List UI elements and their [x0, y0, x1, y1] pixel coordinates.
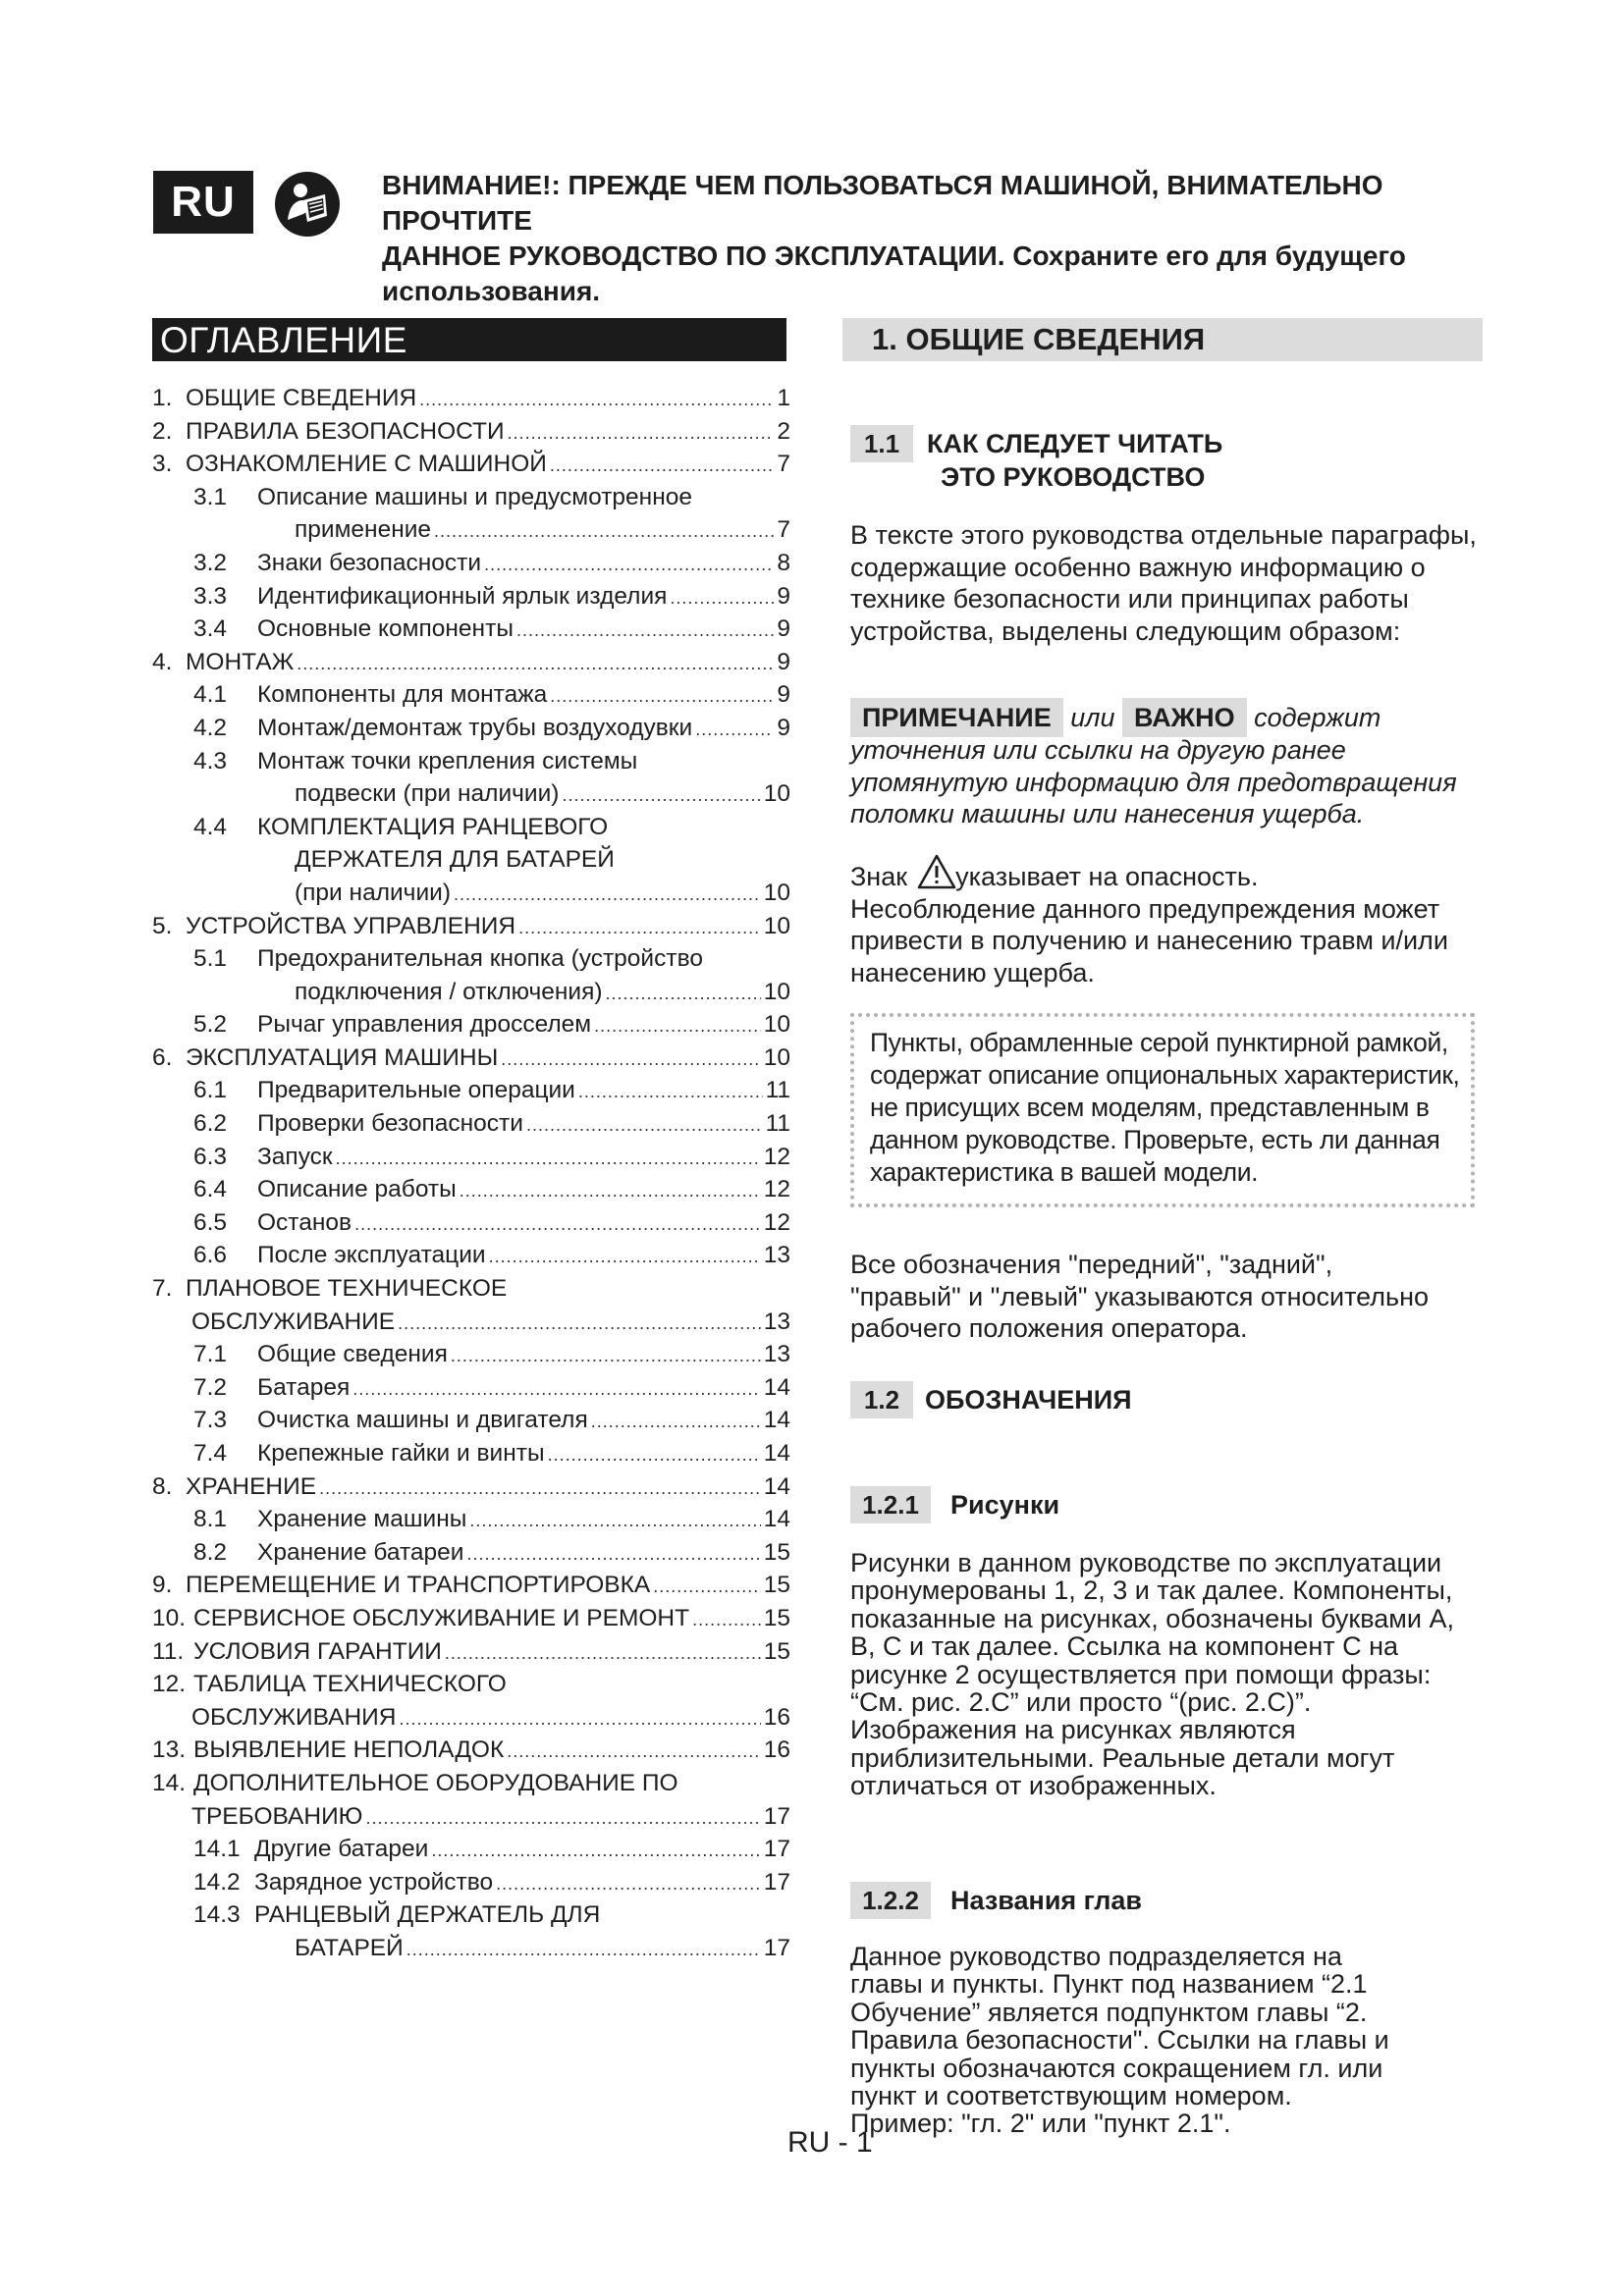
toc-entry-page: 10 — [763, 978, 790, 1005]
toc-entry — [152, 1470, 790, 1504]
toc-entry-number: 7. — [152, 1275, 173, 1303]
toc-entry-text: ОБСЛУЖИВАНИЕ — [191, 1308, 396, 1335]
toc-entry — [152, 1932, 790, 1965]
toc-entry — [152, 1569, 790, 1602]
section-1-2-1-number: 1.2.1 — [850, 1486, 931, 1523]
toc-entry — [152, 1602, 790, 1635]
toc-entry — [152, 1800, 790, 1834]
toc-entry — [152, 1503, 790, 1536]
toc-entry-page: 17 — [763, 1802, 790, 1830]
toc-entry-number: 4.1 — [193, 681, 228, 709]
toc-entry-number: 6.2 — [193, 1110, 228, 1138]
read-manual-icon — [274, 171, 341, 238]
toc-entry-number: 14. — [152, 1769, 187, 1796]
toc-leader-dots — [336, 1143, 761, 1176]
toc-entry-text: ВЫЯВЛЕНИЕ НЕПОЛАДОК — [193, 1736, 505, 1764]
header-warning — [382, 168, 1531, 309]
toc-entry-number: 11. — [152, 1637, 185, 1665]
toc-entry-page: 12 — [763, 1143, 790, 1170]
toc-entry-page: 14 — [763, 1506, 790, 1533]
toc-entry-number: 7.2 — [193, 1373, 228, 1401]
toc-entry — [152, 1008, 790, 1041]
toc-leader-dots — [419, 384, 774, 417]
section-1-2-2-number: 1.2.2 — [850, 1882, 931, 1919]
toc-entry-number: 3. — [152, 451, 173, 478]
toc-entry-text: ОБСЛУЖИВАНИЯ — [191, 1703, 397, 1731]
toc-entry-text: Знаки безопасности — [257, 549, 482, 576]
toc-leader-dots — [562, 779, 760, 813]
section-1-2-number: 1.2 — [850, 1381, 913, 1418]
toc-entry — [152, 513, 790, 547]
toc-entry-text: УСТРОЙСТВА УПРАВЛЕНИЯ — [186, 912, 516, 939]
toc-entry-page: 9 — [777, 681, 790, 709]
toc-entry — [152, 1141, 790, 1174]
toc-entry-number: 7.1 — [193, 1341, 228, 1368]
toc-entry-text: Монтаж точки крепления системы — [257, 747, 638, 774]
sign-prefix: Знак — [850, 862, 908, 891]
toc-entry — [152, 976, 790, 1009]
section-1-2-2-title: Названия глав — [950, 1886, 1143, 1915]
toc-entry — [152, 547, 790, 580]
warning-triangle-icon — [917, 854, 956, 889]
toc-leader-dots — [319, 1472, 761, 1506]
note-block — [850, 695, 1479, 830]
toc-entry — [152, 1371, 790, 1405]
page-number: RU - 1 — [787, 2126, 873, 2159]
toc-entry-text: ПРАВИЛА БЕЗОПАСНОСТИ — [186, 417, 505, 445]
toc-entry — [152, 580, 790, 614]
toc-entry-number: 8. — [152, 1472, 173, 1500]
toc-leader-dots — [489, 1241, 761, 1274]
toc-entry — [152, 1701, 790, 1735]
toc-entry — [152, 1536, 790, 1570]
toc-entry — [152, 1898, 790, 1932]
toc-entry-number: 4.4 — [193, 813, 228, 840]
toc-entry-number: 3.1 — [193, 483, 228, 510]
optional-features-text: Пункты, обрамленные серой пунктирной рамкой, содержат описание опциональных характеристик, не присущих всем моделям, представленным в данном руководстве. Проверьте, есть ли данная характеристика в вашей модели. — [870, 1028, 1460, 1187]
toc-entry-page: 17 — [763, 1836, 790, 1863]
toc-entry-page: 2 — [777, 417, 790, 445]
toc-leader-dots — [445, 1637, 761, 1671]
toc-entry-text: ТРЕБОВАНИЮ — [191, 1802, 363, 1830]
toc-entry — [152, 415, 790, 449]
toc-entry — [152, 942, 790, 976]
toc-leader-dots — [454, 879, 761, 912]
toc-leader-dots — [354, 1208, 761, 1242]
toc-entry-text: (при наличии) — [295, 879, 451, 906]
toc-leader-dots — [695, 714, 774, 747]
toc-leader-dots — [406, 1934, 761, 1967]
toc-entry-number: 4.2 — [193, 714, 228, 741]
toc-entry-page: 9 — [777, 714, 790, 741]
or-word: или — [1070, 703, 1115, 732]
section-1-heading: 1. ОБЩИЕ СВЕДЕНИЯ — [842, 318, 1483, 361]
toc-leader-dots — [507, 1735, 760, 1769]
toc-entry-page: 13 — [763, 1341, 790, 1368]
toc-entry — [152, 843, 790, 877]
section-1-2-1-text: Рисунки в данном руководстве по эксплуатации пронумерованы 1, 2, 3 и так далее. Компоненты, показанные на рисунках, обозначены буквами A, B, C и так далее. Ссылка на компонент C на рисунке 2 осуществляется при помощи фразы: “См. рис. 2.C” или просто “(рис. 2.C)”. Изображения на рисунках являются приблизительными. Реальные детали могут отличаться от изображенных. — [850, 1548, 1454, 1801]
toc-leader-dots — [469, 1505, 760, 1538]
toc-entry — [152, 777, 790, 811]
toc-entry-text: Описание работы — [257, 1176, 457, 1203]
toc-entry-page: 13 — [763, 1242, 790, 1269]
toc-entry-page: 14 — [763, 1440, 790, 1467]
toc-entry — [152, 448, 790, 481]
toc-leader-dots — [526, 1109, 763, 1143]
toc-entry-text: Монтаж/демонтаж трубы воздуходувки — [257, 714, 693, 741]
toc-entry — [152, 1206, 790, 1240]
toc-entry-text: ОЗНАКОМЛЕНИЕ С МАШИНОЙ — [186, 451, 547, 478]
toc-entry-text: подключения / отключения) — [295, 978, 603, 1005]
toc-entry-page: 14 — [763, 1472, 790, 1500]
note-label: ПРИМЕЧАНИЕ — [850, 698, 1063, 737]
toc-entry-number: 4. — [152, 648, 173, 675]
toc-entry — [152, 1107, 790, 1141]
danger-sign-block — [850, 854, 1479, 988]
toc-entry-text: УСЛОВИЯ ГАРАНТИИ — [193, 1637, 442, 1665]
section-1-1-title-line1: КАК СЛЕДУЕТ ЧИТАТЬ — [927, 429, 1223, 458]
header-warning-line1: ВНИМАНИЕ!: ПРЕЖДЕ ЧЕМ ПОЛЬЗОВАТЬСЯ МАШИНОЙ, ВНИМАТЕЛЬНО ПРОЧТИТЕ — [382, 170, 1383, 236]
toc-entry-page: 12 — [763, 1208, 790, 1236]
toc-entry — [152, 712, 790, 745]
toc-entry-page: 11 — [765, 1110, 790, 1138]
toc-entry-number: 5.2 — [193, 1011, 228, 1039]
toc-entry-number: 6.4 — [193, 1176, 228, 1203]
toc-entry — [152, 1404, 790, 1437]
toc-entry-page: 15 — [763, 1538, 790, 1566]
toc-entry-number: 6. — [152, 1043, 173, 1071]
section-1-1-title — [927, 427, 1222, 494]
toc-leader-dots — [508, 417, 775, 451]
toc-entry — [152, 1338, 790, 1371]
toc-entry-text: Компоненты для монтажа — [257, 681, 548, 709]
toc-leader-dots — [692, 1604, 761, 1637]
toc-entry — [152, 1437, 790, 1470]
toc-leader-dots — [606, 978, 761, 1011]
toc-entry-text: После эксплуатации — [257, 1242, 486, 1269]
section-1-1-number: 1.1 — [850, 425, 913, 462]
toc-leader-dots — [550, 680, 774, 714]
toc-entry — [152, 1041, 790, 1075]
toc-leader-dots — [591, 1406, 761, 1439]
toc-entry-page: 1 — [777, 385, 790, 411]
toc-entry-page: 10 — [763, 1011, 790, 1039]
toc-entry-number: 8.1 — [193, 1506, 228, 1533]
toc-entry-page: 12 — [763, 1176, 790, 1203]
toc-entry — [152, 1239, 790, 1272]
toc-entry-text: Предварительные операции — [257, 1077, 575, 1104]
section-1-2-title: ОБОЗНАЧЕНИЯ — [925, 1385, 1132, 1415]
toc-entry-page: 7 — [777, 451, 790, 478]
toc-leader-dots — [460, 1175, 761, 1208]
toc-entry-text: ПЛАНОВОЕ ТЕХНИЧЕСКОЕ — [186, 1275, 508, 1303]
toc-entry-text: Запуск — [257, 1143, 333, 1170]
toc-entry-text: Рычаг управления дросселем — [257, 1011, 592, 1039]
toc-leader-dots — [501, 1043, 760, 1077]
toc-entry-text: ДОПОЛНИТЕЛЬНОЕ ОБОРУДОВАНИЕ ПО — [193, 1769, 678, 1796]
toc-entry-text: Предохранительная кнопка (устройство — [257, 945, 703, 973]
toc-entry — [152, 646, 790, 679]
toc-entry-number: 14.1 — [193, 1836, 241, 1863]
toc-entry — [152, 1668, 790, 1701]
toc-entry-number: 10. — [152, 1604, 187, 1631]
toc-entry-page: 15 — [763, 1604, 790, 1631]
section-1-2-2-text: Данное руководство подразделяется на главы и пункты. Пункт под названием “2.1 Обучение” является подпунктом главы “2. Правила безопасности". Ссылки на главы и пункты обозначаются сокращением гл. или пункт и соответствующим номером. Пример: "гл. 2" или "пункт 2.1". — [850, 1942, 1389, 2139]
toc-entry-text: Основные компоненты — [257, 615, 514, 643]
section-1-1-title-line2: ЭТО РУКОВОДСТВО — [941, 462, 1206, 492]
toc-entry-text: Батарея — [257, 1373, 351, 1401]
toc-entry-text: ОБЩИЕ СВЕДЕНИЯ — [186, 385, 417, 411]
sign-rest: Несоблюдение данного предупреждения может привести в получению и нанесению травм и/или нанесению ущерба. — [850, 893, 1448, 988]
toc-entry-text: БАТАРЕЙ — [295, 1934, 404, 1961]
toc-entry — [152, 1635, 790, 1669]
note-contains-word: содержит — [1254, 703, 1381, 732]
toc-entry-page: 9 — [777, 582, 790, 610]
toc-entry-text: применение — [295, 516, 432, 544]
toc-entry — [152, 1272, 790, 1306]
toc-entry-page: 17 — [763, 1934, 790, 1961]
toc-entry-page: 9 — [777, 648, 790, 675]
toc-entry-page: 13 — [763, 1308, 790, 1335]
toc-leader-dots — [594, 1010, 761, 1043]
directions-text: Все обозначения "передний", "задний", "правый" и "левый" указываются относительно рабочего положения оператора. — [850, 1250, 1430, 1343]
toc-entry-text: Проверки безопасности — [257, 1110, 523, 1138]
toc-entry-number: 14.2 — [193, 1868, 241, 1896]
toc-entry-page: 15 — [763, 1572, 790, 1599]
toc-leader-dots — [352, 1373, 760, 1407]
toc-entry-text: ДЕРЖАТЕЛЯ ДЛЯ БАТАРЕЙ — [295, 846, 615, 874]
toc-entry-text: Описание машины и предусмотренное — [257, 483, 692, 510]
toc-leader-dots — [670, 582, 774, 615]
toc-entry-text: Очистка машины и двигателя — [257, 1407, 588, 1434]
toc-entry-page: 16 — [763, 1703, 790, 1731]
toc-entry-number: 7.3 — [193, 1407, 228, 1434]
toc-entry-number: 3.3 — [193, 582, 228, 610]
toc-entry-text: РАНЦЕВЫЙ ДЕРЖАТЕЛЬ ДЛЯ — [254, 1901, 601, 1929]
toc-leader-dots — [434, 515, 774, 549]
toc-entry-text: Хранение батареи — [257, 1538, 464, 1566]
toc-entry — [152, 481, 790, 514]
toc-entry-number: 13. — [152, 1736, 187, 1764]
toc-leader-dots — [398, 1308, 761, 1341]
toc-entry-number: 2. — [152, 417, 173, 445]
toc-entry-text: Общие сведения — [257, 1341, 448, 1368]
toc-leader-dots — [466, 1538, 760, 1572]
toc-entry — [152, 1767, 790, 1800]
toc-entry-text: ЭКСПЛУАТАЦИЯ МАШИНЫ — [186, 1043, 499, 1071]
toc-entry-text: Останов — [257, 1208, 352, 1236]
toc-leader-dots — [653, 1571, 760, 1604]
toc-entry-text: Хранение машины — [257, 1506, 467, 1533]
toc-entry-number: 14.3 — [193, 1901, 241, 1929]
toc-entry-page: 8 — [777, 549, 790, 576]
toc-entry-page: 10 — [763, 1043, 790, 1071]
toc-entry-page: 17 — [763, 1868, 790, 1896]
toc-entry-number: 4.3 — [193, 747, 228, 774]
toc-leader-dots — [516, 614, 774, 648]
toc-entry — [152, 1074, 790, 1107]
important-label: ВАЖНО — [1122, 698, 1247, 737]
toc-entry-text: подвески (при наличии) — [295, 780, 560, 808]
toc-entry — [152, 811, 790, 844]
toc-entry-page: 15 — [763, 1637, 790, 1665]
toc-entry-number: 1. — [152, 385, 173, 411]
toc-entry-page: 14 — [763, 1407, 790, 1434]
toc-entry-page: 10 — [763, 780, 790, 808]
toc-leader-dots — [399, 1703, 760, 1736]
toc-entry-number: 7.4 — [193, 1440, 228, 1467]
toc-entry — [152, 745, 790, 778]
toc-entry — [152, 382, 790, 415]
toc-entry-page: 7 — [777, 516, 790, 544]
toc-entry-text: КОМПЛЕКТАЦИЯ РАНЦЕВОГО — [257, 813, 609, 840]
toc-entry-number: 3.2 — [193, 549, 228, 576]
header-warning-line2: ДАННОЕ РУКОВОДСТВО ПО ЭКСПЛУАТАЦИИ. Сохраните его для будущего использования. — [382, 240, 1406, 306]
toc-entry — [152, 1306, 790, 1339]
toc-leader-dots — [550, 450, 774, 483]
toc-entry-page: 14 — [763, 1373, 790, 1401]
note-text: уточнения или ссылки на другую ранее упомянутую информацию для предотвращения поломки машины или нанесения ущерба. — [850, 735, 1457, 828]
toc-leader-dots — [365, 1802, 760, 1836]
toc-entry-text: ХРАНЕНИЕ — [186, 1472, 317, 1500]
section-1-1-intro: В тексте этого руководства отдельные параграфы, содержащие особенно важную информацию о технике безопасности или принципах работы устройства, выделены следующим образом: — [850, 520, 1477, 646]
toc-entry-number: 5. — [152, 912, 173, 939]
toc-leader-dots — [484, 549, 774, 582]
toc-leader-dots — [431, 1835, 760, 1868]
toc-entry-text: Другие батареи — [254, 1836, 429, 1863]
toc-leader-dots — [548, 1439, 761, 1472]
toc-entry-number: 12. — [152, 1671, 187, 1698]
toc-entry-text: Крепежные гайки и винты — [257, 1440, 545, 1467]
toc-entry — [152, 877, 790, 910]
toc-entry — [152, 1833, 790, 1866]
toc-entry-number: 6.1 — [193, 1077, 228, 1104]
toc-list — [152, 382, 790, 1965]
toc-entry — [152, 613, 790, 646]
toc-entry-page: 11 — [765, 1077, 790, 1104]
toc-entry-text: МОНТАЖ — [186, 648, 295, 675]
toc-leader-dots — [578, 1076, 763, 1109]
toc-entry — [152, 1866, 790, 1899]
toc-entry-text: ПЕРЕМЕЩЕНИЕ И ТРАНСПОРТИРОВКА — [186, 1572, 651, 1599]
toc-entry-page: 10 — [763, 912, 790, 939]
toc-entry-page: 9 — [777, 615, 790, 643]
toc-entry — [152, 1173, 790, 1206]
toc-entry — [152, 1734, 790, 1767]
toc-entry-page: 16 — [763, 1736, 790, 1764]
toc-entry-text: Зарядное устройство — [254, 1868, 494, 1896]
toc-leader-dots — [518, 912, 761, 945]
toc-entry-number: 9. — [152, 1572, 173, 1599]
toc-entry-text: СЕРВИСНОЕ ОБСЛУЖИВАНИЕ И РЕМОНТ — [193, 1604, 690, 1631]
language-badge: RU — [153, 171, 253, 234]
toc-leader-dots — [451, 1340, 761, 1373]
toc-entry-number: 5.1 — [193, 945, 228, 973]
toc-entry-text: Идентификационный ярлык изделия — [257, 582, 668, 610]
toc-entry — [152, 678, 790, 712]
section-1-2-1-title: Рисунки — [950, 1490, 1060, 1520]
toc-heading: ОГЛАВЛЕНИЕ — [152, 318, 786, 361]
toc-leader-dots — [297, 648, 774, 681]
toc-entry-number: 8.2 — [193, 1538, 228, 1566]
toc-leader-dots — [496, 1868, 761, 1901]
toc-entry-number: 6.5 — [193, 1208, 228, 1236]
toc-entry-page: 10 — [763, 879, 790, 906]
toc-entry — [152, 910, 790, 943]
toc-entry-number: 6.3 — [193, 1143, 228, 1170]
toc-entry-number: 6.6 — [193, 1242, 228, 1269]
sign-text: указывает на опасность. — [955, 862, 1259, 891]
toc-entry-number: 3.4 — [193, 615, 228, 643]
toc-entry-text: ТАБЛИЦА ТЕХНИЧЕСКОГО — [193, 1671, 507, 1698]
